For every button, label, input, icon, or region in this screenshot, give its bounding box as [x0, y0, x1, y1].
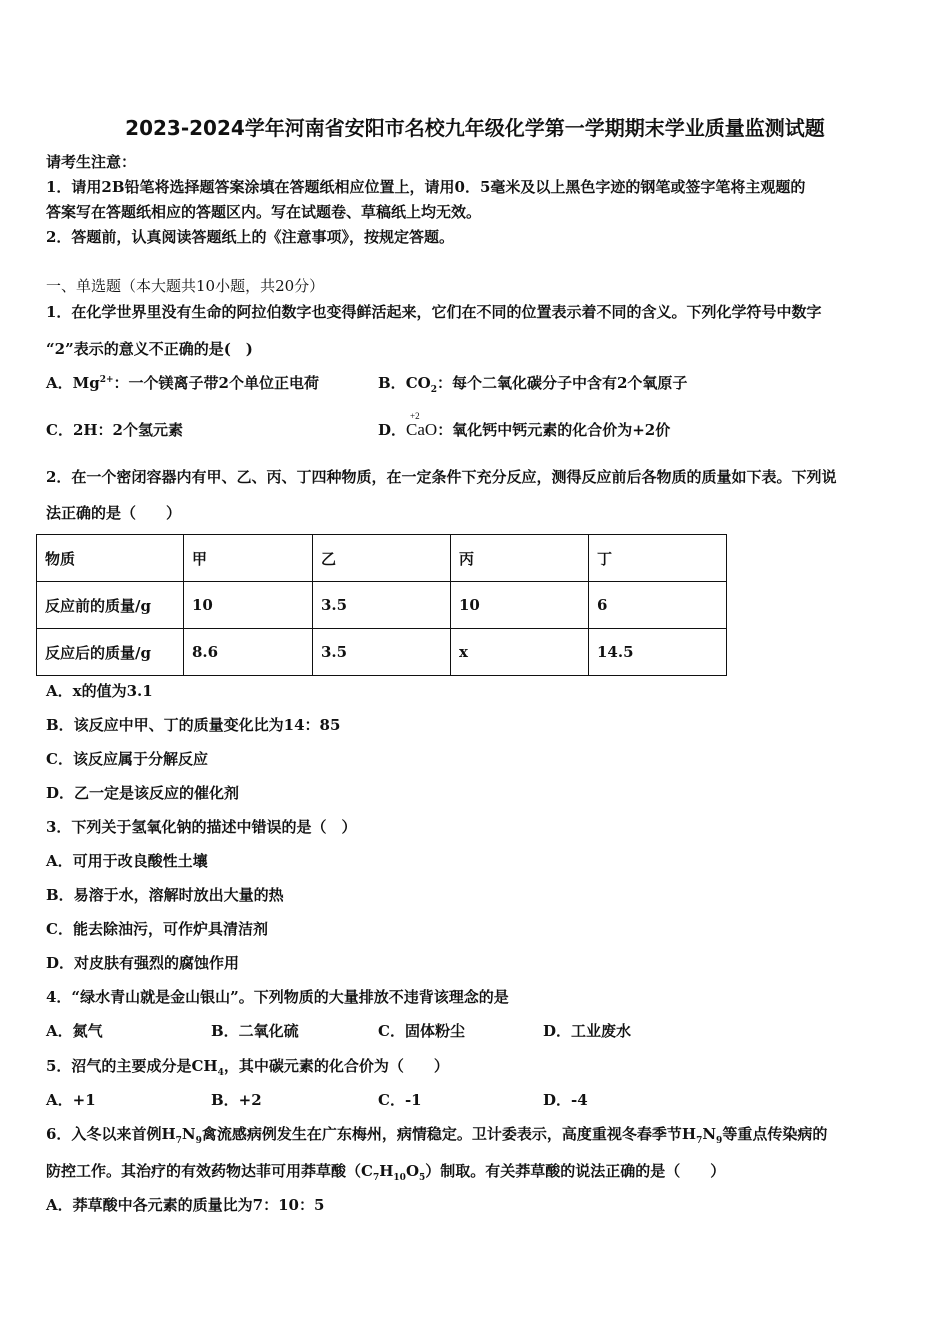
q3-option-a: A．可用于改良酸性土壤 — [46, 852, 208, 870]
q4-option-d: D．工业废水 — [543, 1022, 632, 1040]
notice-heading: 请考生注意： — [46, 153, 137, 171]
q2-option-d: D．乙一定是该反应的催化剂 — [46, 784, 240, 802]
notice-line-1a: 1．请用2B铅笔将选择题答案涂填在答题纸相应位置上，请用0．5毫米及以上黑色字迹的钢笔或签字笔将主观题的 — [46, 178, 806, 196]
table-cell: 甲 — [184, 535, 313, 582]
notice-line-2: 2．答题前，认真阅读答题纸上的《注意事项》，按规定答题。 — [46, 228, 454, 246]
q2-stem-b: 法正确的是（ ） — [46, 504, 182, 522]
table-cell: 物质 — [37, 535, 184, 582]
q3-option-b: B．易溶于水，溶解时放出大量的热 — [46, 886, 284, 904]
q1-option-d: D． +2 CaO：氧化钙中钙元素的化合价为+2价 — [378, 411, 671, 439]
q4-option-c: C．固体粉尘 — [378, 1022, 465, 1040]
q1-stem-a: 1．在化学世界里没有生命的阿拉伯数字也变得鲜活起来，它们在不同的位置表示着不同的含义。下列化学符号中数字 — [46, 303, 822, 321]
q2-stem-a: 2．在一个密闭容器内有甲、乙、丙、丁四种物质，在一定条件下充分反应，测得反应前后各物质的质量如下表。下列说 — [46, 468, 837, 486]
q2-option-c: C．该反应属于分解反应 — [46, 750, 208, 768]
q4-stem: 4．“绿水青山就是金山银山”。下列物质的大量排放不违背该理念的是 — [46, 988, 509, 1006]
table-cell: 反应前的质量/g — [37, 582, 184, 629]
table-cell: x — [451, 629, 589, 676]
mass-table — [36, 534, 727, 676]
q1-stem-b: “2”表示的意义不正确的是( ) — [46, 340, 253, 358]
table-cell: 3.5 — [313, 629, 451, 676]
cao-valence-formula: +2 CaO — [406, 411, 438, 439]
q3-option-c: C．能去除油污，可作炉具清洁剂 — [46, 920, 268, 938]
q5-option-a: A．+1 — [46, 1091, 96, 1109]
q2-option-a: A．x的值为3.1 — [46, 682, 153, 700]
table-cell: 10 — [184, 582, 313, 629]
table-row — [37, 535, 727, 582]
table-cell: 8.6 — [184, 629, 313, 676]
notice-line-1b: 答案写在答题纸相应的答题区内。写在试题卷、草稿纸上均无效。 — [46, 203, 482, 221]
q5-stem: 5．沼气的主要成分是$CH_4$，其中碳元素的化合价为（ ） — [46, 1057, 449, 1078]
section-heading: 一、单选题（本大题共10小题，共20分） — [46, 277, 325, 295]
table-cell: 丙 — [451, 535, 589, 582]
q3-option-d: D．对皮肤有强烈的腐蚀作用 — [46, 954, 240, 972]
q4-option-b: B．二氧化硫 — [211, 1022, 299, 1040]
table-cell: 10 — [451, 582, 589, 629]
page-title: 2023-2024学年河南省安阳市名校九年级化学第一学期期末学业质量监测试题 — [125, 116, 825, 140]
q1-option-a: A．$Mg^{2+}$：一个镁离子带2个单位正电荷 — [46, 374, 319, 392]
q6-stem-a: 6．入冬以来首例$H_7N_9$禽流感病例发生在广东梅州，病情稳定。卫计委表示，高度重视冬春季节$H_7N_9$等重点传染病的 — [46, 1125, 828, 1146]
table-cell: 14.5 — [589, 629, 727, 676]
q1-option-c: C．2H：2个氢元素 — [46, 421, 183, 439]
q4-option-a: A．氮气 — [46, 1022, 103, 1040]
table-cell: 6 — [589, 582, 727, 629]
q1-option-b: B．$CO_2$：每个二氧化碳分子中含有2个氧原子 — [378, 374, 688, 395]
table-cell: 3.5 — [313, 582, 451, 629]
table-cell: 反应后的质量/g — [37, 629, 184, 676]
q2-option-b: B．该反应中甲、丁的质量变化比为14：85 — [46, 716, 341, 734]
table-row — [37, 582, 727, 629]
q5-option-b: B．+2 — [211, 1091, 262, 1109]
q5-option-d: D．-4 — [543, 1091, 588, 1109]
table-cell: 乙 — [313, 535, 451, 582]
table-cell: 丁 — [589, 535, 727, 582]
q6-option-a: A．莽草酸中各元素的质量比为7：10：5 — [46, 1196, 325, 1214]
q6-stem-b: 防控工作。其治疗的有效药物达菲可用莽草酸$(C_7H_{10}O_5)$制取。有关莽草酸的说法正确的是（ ） — [46, 1162, 726, 1183]
table-row — [37, 629, 727, 676]
q3-stem: 3．下列关于氢氧化钠的描述中错误的是（ ） — [46, 818, 357, 836]
q5-option-c: C．-1 — [378, 1091, 422, 1109]
